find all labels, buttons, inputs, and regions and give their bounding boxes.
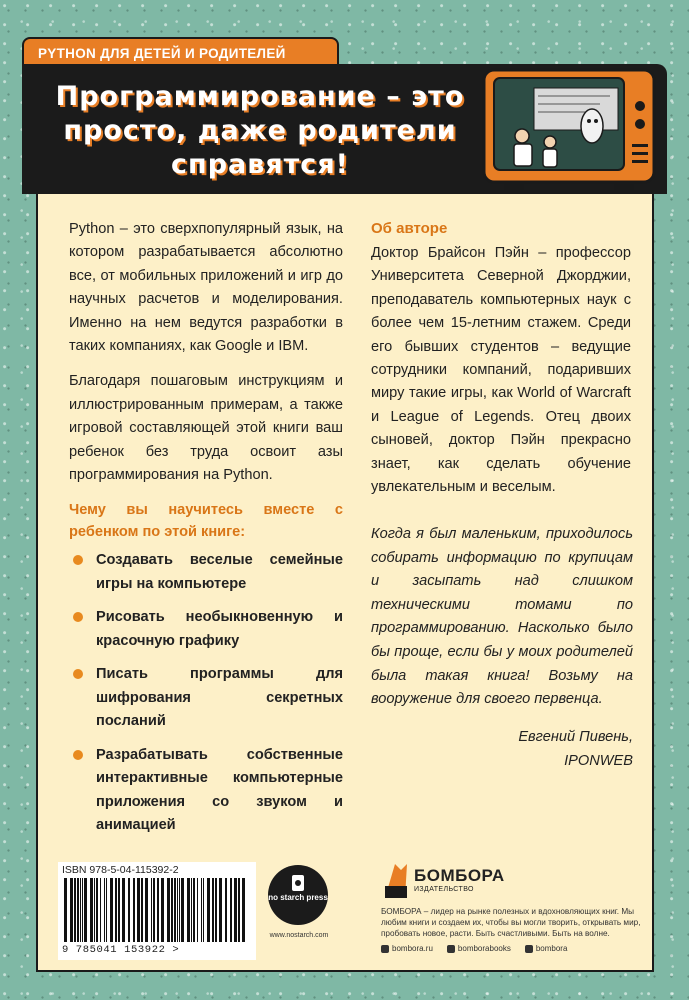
telegram-icon (525, 945, 533, 953)
learn-list (69, 549, 343, 838)
tv-illustration (470, 66, 666, 192)
about-title: Об авторе (371, 220, 448, 237)
barcode-digits: 9 785041 153922 > (62, 944, 180, 956)
nostarch-url: www.nostarch.com (269, 932, 329, 939)
bombora-logo-icon (381, 860, 411, 900)
headline: Программирование – это просто, даже родители справятся! (55, 81, 465, 180)
barcode (58, 862, 256, 960)
publisher-name: БОМБОРА (414, 866, 505, 885)
social-vk: bomborabooks (447, 944, 511, 953)
about-text: Доктор Брайсон Пэйн – профессор Университета Северной Джорджии, преподаватель компьютерных наук с более чем 15-летним стажем. Среди его бывших студентов – ведущие сотрудники компаний, подаривших миру такие игры, как World of Warcraft и League of Legends. Отец двоих сыновей, доктор Пэйн прекрасно знает, как сделать обучение увлекательным и веселым. (371, 245, 631, 496)
list-item-text: Создавать веселые семейные игры на компьютере (96, 552, 343, 592)
testimonial-quote: Когда я был маленьким, приходилось собирать информацию по крупицам и засыпать над слишком техническими томами по программированию. Насколько было бы проще, если бы у моих родителей была такая книга! Возьму на вооружение для своего первенца. (371, 526, 633, 708)
list-item (69, 744, 343, 838)
bullet-icon (73, 750, 83, 760)
social-site: bombora.ru (381, 944, 433, 953)
author-company: IPONWEB (564, 753, 633, 769)
publisher-socials (381, 944, 567, 953)
bullet-icon (73, 669, 83, 679)
globe-icon (381, 945, 389, 953)
social-telegram: bombora (525, 944, 568, 953)
left-column (69, 218, 343, 848)
testimonial-author (371, 725, 633, 773)
series-label: PYTHON ДЛЯ ДЕТЕЙ И РОДИТЕЛЕЙ (22, 37, 339, 67)
nostarch-logo (268, 865, 328, 925)
intro-paragraph: Python – это сверхпопулярный язык, на котором разрабатывается абсолютно все, от мобильных приложений и игр до научных расчетов и моделирования. Именно на нем ведутся разработки в таких компаниях, как Google и IBM. (69, 221, 343, 355)
list-item-text: Разрабатывать собственные интерактивные компьютерные приложения со звуком и анимацией (96, 746, 343, 834)
method-paragraph: Благодаря пошаговым инструкциям и иллюстрированным примерам, а также игровой составляющей этой книги ваш ребенок без труда освоит азы программирования на Python. (69, 373, 343, 484)
learn-title: Чему вы научитесь вместе с ребенком по этой книге: (69, 502, 343, 541)
isbn-text: ISBN 978-5-04-115392-2 (62, 864, 179, 876)
barcode-bars (62, 878, 252, 942)
vk-icon (447, 945, 455, 953)
right-column (371, 218, 631, 499)
list-item (69, 549, 343, 596)
list-item-text: Писать программы для шифрования секретных посланий (96, 666, 343, 730)
list-item (69, 663, 343, 734)
author-name: Евгений Пивень, (518, 729, 633, 745)
list-item-text: Рисовать необыкновенную и красочную графику (96, 609, 343, 649)
publisher-description: БОМБОРА – лидер на рынке полезных и вдохновляющих книг. Мы любим книги и создаем их, чтобы вы могли творить, открывать мир, пробовать новое, расти. Быть счастливыми. Быть на волне. (381, 907, 641, 938)
bullet-icon (73, 555, 83, 565)
bullet-icon (73, 612, 83, 622)
nostarch-label: no starch press (268, 893, 328, 902)
publisher-sub: ИЗДАТЕЛЬСТВО (414, 886, 474, 893)
list-item (69, 606, 343, 653)
